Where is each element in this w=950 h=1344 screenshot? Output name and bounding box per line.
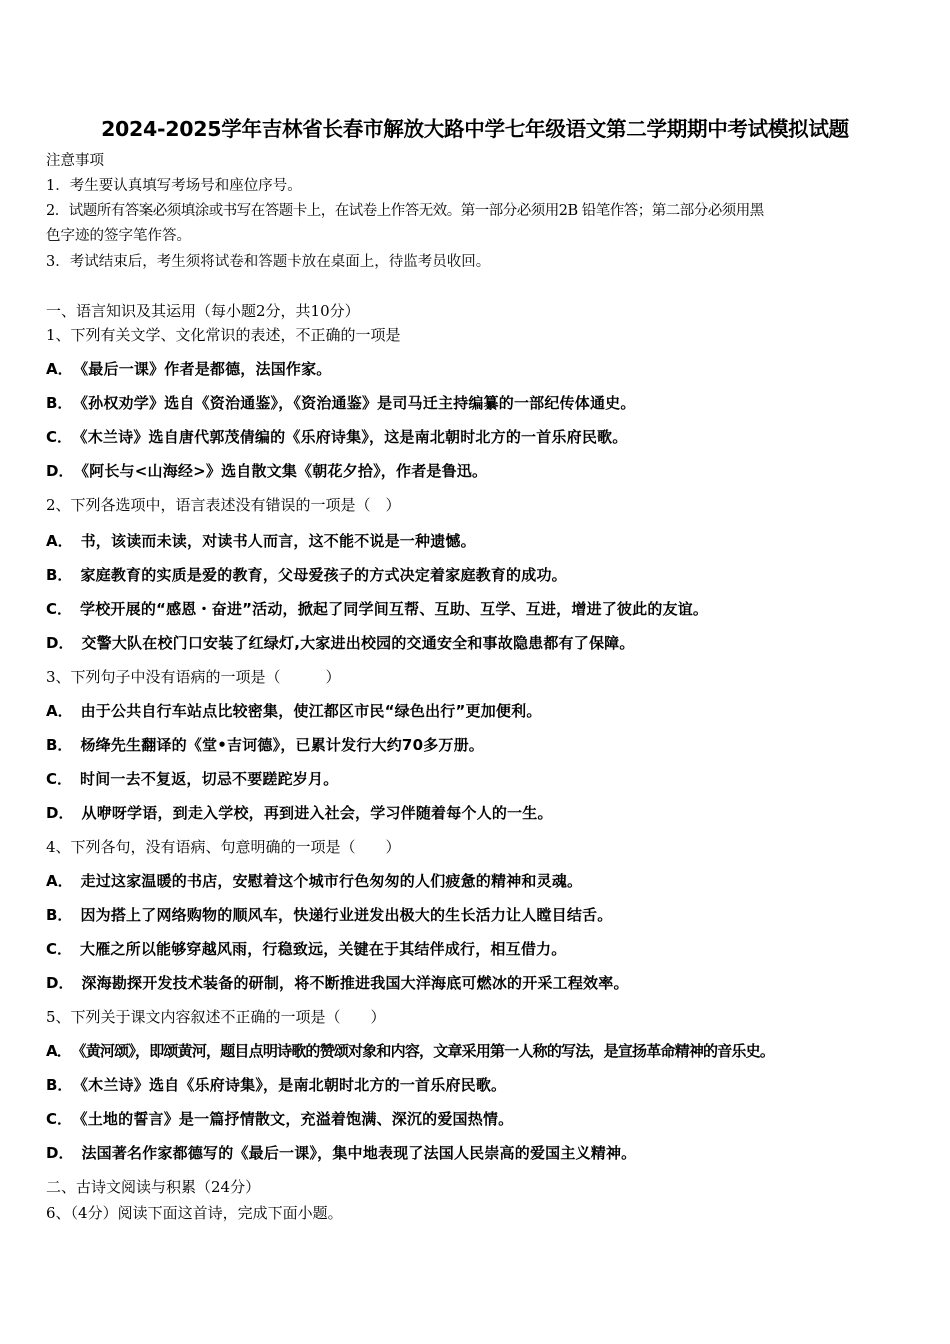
option-text: 因为搭上了网络购物的顺风车，快递行业迸发出极大的生长活力让人瞠目结舌。 (80, 906, 613, 924)
option-label: A． (46, 360, 73, 378)
option-text: 书，该读而未读，对读书人而言，这不能不说是一种遗憾。 (80, 532, 476, 550)
option-text: 杨绛先生翻译的《堂•吉诃德》，已累计发行大约70多万册。 (80, 736, 485, 754)
page-title: 2024-2025学年吉林省长春市解放大路中学七年级语文第二学期期中考试模拟试题 (101, 117, 849, 141)
q3-option-b (46, 735, 484, 755)
q4-option-c (46, 939, 566, 959)
q5-option-c (46, 1109, 513, 1129)
q2-option-c (46, 599, 708, 619)
option-text: 从咿呀学语，到走入学校，再到进入社会，学习伴随着每个人的一生。 (81, 804, 553, 822)
section2-heading: 二、古诗文阅读与积累（24分） (46, 1178, 261, 1196)
question-1-stem: 1、下列有关文学、文化常识的表述，不正确的一项是 (46, 326, 401, 344)
option-label: A． (46, 532, 73, 550)
q2-option-b (46, 565, 567, 585)
q2-option-d (46, 633, 635, 653)
notice-heading: 注意事项 (46, 153, 104, 169)
option-label: A． (46, 872, 73, 890)
q1-option-b (46, 393, 636, 413)
option-label: D． (46, 804, 74, 822)
question-2-stem: 2、下列各选项中，语言表述没有错误的一项是（ ） (46, 496, 401, 514)
option-label: C． (46, 600, 73, 618)
q4-option-d (46, 973, 629, 993)
q5-option-a (46, 1041, 774, 1061)
option-label: D． (46, 462, 74, 480)
question-4-stem: 4、下列各句，没有语病、句意明确的一项是（ ） (46, 838, 401, 856)
option-label: B． (46, 906, 73, 924)
q1-option-a (46, 359, 332, 379)
option-label: D． (46, 1144, 74, 1162)
q1-option-c (46, 427, 627, 447)
question-3-stem: 3、下列句子中没有语病的一项是（ ） (46, 668, 341, 686)
option-label: C． (46, 940, 73, 958)
option-label: C． (46, 1110, 73, 1128)
option-label: C． (46, 428, 73, 446)
option-text: 《孙权劝学》选自《资治通鉴》，《资治通鉴》是司马迁主持编纂的一部纪传体通史。 (80, 394, 636, 412)
question-6-stem: 6、（4分）阅读下面这首诗，完成下面小题。 (46, 1204, 343, 1222)
option-text: 法国著名作家都德写的《最后一课》，集中地表现了法国人民崇高的爱国主义精神。 (81, 1144, 637, 1162)
q2-option-a (46, 531, 476, 551)
notice-item-2-cont: 色字迹的签字笔作答。 (46, 228, 191, 244)
option-text: 深海勘探开发技术装备的研制，将不断推进我国大洋海底可燃冰的开采工程效率。 (81, 974, 629, 992)
notice-item-1: 1．考生要认真填写考场号和座位序号。 (46, 178, 302, 194)
q3-option-a (46, 701, 542, 721)
option-label: A． (46, 702, 73, 720)
option-label: C． (46, 770, 73, 788)
option-label: A． (46, 1042, 72, 1060)
q3-option-c (46, 769, 338, 789)
option-text: 《木兰诗》选自《乐府诗集》，是南北朝时北方的一首乐府民歌。 (80, 1076, 507, 1094)
option-text: 大雁之所以能够穿越风雨，行稳致远，关键在于其结伴成行，相互借力。 (80, 940, 567, 958)
q5-option-b (46, 1075, 506, 1095)
option-text: 《阿长与<山海经>》选自散文集《朝花夕拾》，作者是鲁迅。 (81, 462, 488, 480)
option-text: 走过这家温暖的书店，安慰着这个城市行色匆匆的人们疲惫的精神和灵魂。 (80, 872, 583, 890)
option-text: 《木兰诗》选自唐代郭茂倩编的《乐府诗集》，这是南北朝时北方的一首乐府民歌。 (80, 428, 628, 446)
q5-option-d (46, 1143, 636, 1163)
option-text: 时间一去不复返，切忌不要蹉跎岁月。 (80, 770, 339, 788)
option-text: 《最后一课》作者是都德，法国作家。 (80, 360, 332, 378)
option-text: 由于公共自行车站点比较密集，使江都区市民“绿色出行”更加便利。 (80, 702, 542, 720)
option-label: B． (46, 566, 73, 584)
question-5-stem: 5、下列关于课文内容叙述不正确的一项是（ ） (46, 1008, 386, 1026)
q3-option-d (46, 803, 553, 823)
option-label: D． (46, 634, 74, 652)
section1-heading: 一、语言知识及其运用（每小题2分，共10分） (46, 302, 360, 320)
q1-option-d (46, 461, 487, 481)
option-text: 家庭教育的实质是爱的教育，父母爱孩子的方式决定着家庭教育的成功。 (80, 566, 567, 584)
q4-option-b (46, 905, 612, 925)
option-label: B． (46, 736, 73, 754)
option-text: 《土地的誓言》是一篇抒情散文，充溢着饱满、深沉的爱国热情。 (80, 1110, 514, 1128)
option-label: B． (46, 1076, 73, 1094)
notice-item-2: 2．试题所有答案必须填涂或书写在答题卡上，在试卷上作答无效。第一部分必须用2B 铅笔作答；第二部分必须用黑 (46, 203, 764, 219)
q4-option-a (46, 871, 582, 891)
option-label: D． (46, 974, 74, 992)
option-text: 学校开展的“感恩・奋进”活动，掀起了同学间互帮、互助、互学、互进，增进了彼此的友谊。 (80, 600, 709, 618)
option-text: 《黄河颂》，即颂黄河，题目点明诗歌的赞颂对象和内容，文章采用第一人称的写法，是宣扬革命精神的音乐史。 (79, 1042, 775, 1060)
notice-item-3: 3．考试结束后，考生须将试卷和答题卡放在桌面上，待监考员收回。 (46, 254, 491, 270)
option-text: 交警大队在校门口安装了红绿灯,大家进出校园的交通安全和事故隐患都有了保障。 (81, 634, 635, 652)
option-label: B． (46, 394, 73, 412)
